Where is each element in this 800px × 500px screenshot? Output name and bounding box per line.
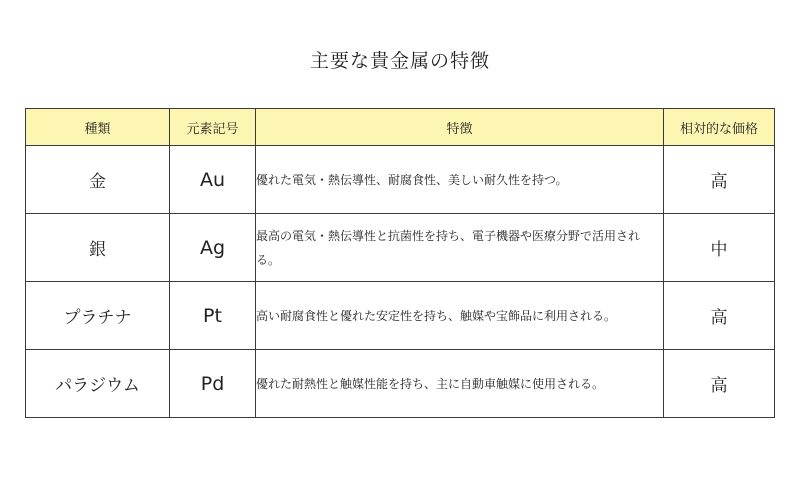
feature-description-cell: 優れた電気・熱伝導性、耐腐食性、美しい耐久性を持つ。 <box>256 146 664 214</box>
metal-name-cell: 銀 <box>26 214 170 282</box>
table-row <box>26 282 775 350</box>
column-header-symbol: 元素記号 <box>170 109 256 146</box>
metal-name-cell: プラチナ <box>26 282 170 350</box>
column-header-relative-price: 相対的な価格 <box>664 109 775 146</box>
metal-name-cell: パラジウム <box>26 350 170 418</box>
relative-price-cell: 高 <box>664 146 775 214</box>
page-title: 主要な貴金属の特徴 <box>309 50 490 72</box>
feature-description-cell: 最高の電気・熱伝導性と抗菌性を持ち、電子機器や医療分野で活用される。 <box>256 214 664 282</box>
table-row <box>26 350 775 418</box>
precious-metals-table <box>25 108 775 418</box>
relative-price-cell: 高 <box>664 350 775 418</box>
element-symbol-cell: Au <box>170 146 256 214</box>
column-header-type: 種類 <box>26 109 170 146</box>
relative-price-cell: 高 <box>664 282 775 350</box>
relative-price-cell: 中 <box>664 214 775 282</box>
metal-name-cell: 金 <box>26 146 170 214</box>
element-symbol-cell: Pt <box>170 282 256 350</box>
table-header-row <box>26 109 775 146</box>
column-header-features: 特徴 <box>256 109 664 146</box>
feature-description-cell: 優れた耐熱性と触媒性能を持ち、主に自動車触媒に使用される。 <box>256 350 664 418</box>
feature-description-cell: 高い耐腐食性と優れた安定性を持ち、触媒や宝飾品に利用される。 <box>256 282 664 350</box>
table-row <box>26 214 775 282</box>
element-symbol-cell: Ag <box>170 214 256 282</box>
table-row <box>26 146 775 214</box>
element-symbol-cell: Pd <box>170 350 256 418</box>
